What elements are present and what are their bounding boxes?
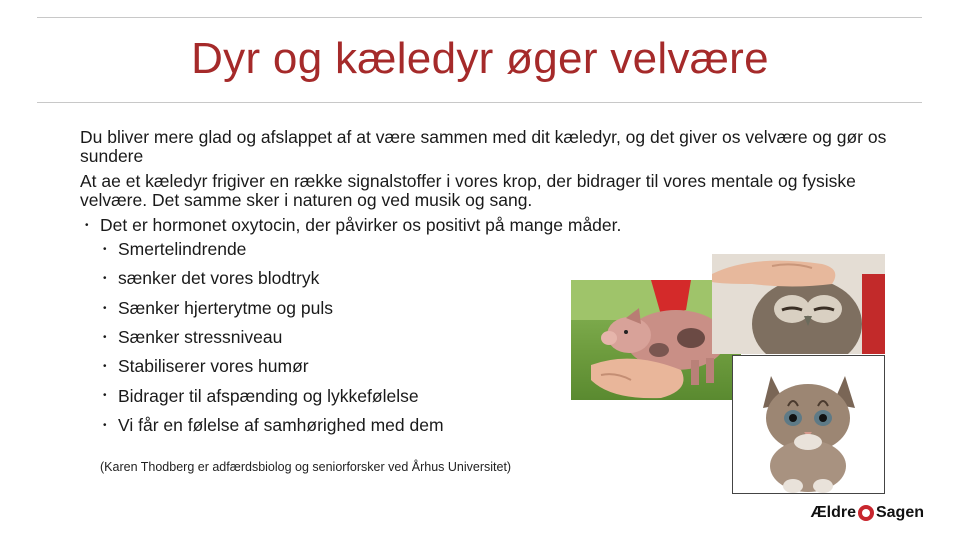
logo-swirl-icon <box>858 505 874 521</box>
source-citation: (Karen Thodberg er adfærdsbiolog og seniorforsker ved Århus Universitet) <box>100 460 512 474</box>
bullet-glyph: • <box>103 331 107 343</box>
kitten-photo <box>732 355 885 494</box>
paragraph-2: At ae et kæledyr frigiver en række signalstoffer i vores krop, der bidrager til vores mentale og fysiske velvære. Det samme sker i naturen og ved musik og sang. <box>80 171 856 210</box>
sub-bullet-text: Sænker stressniveau <box>118 327 283 348</box>
sub-bullet-text: Sænker hjerterytme og puls <box>118 297 333 318</box>
sub-bullet-text: Smertelindrende <box>118 239 247 260</box>
bullet-glyph: • <box>103 273 107 285</box>
aeldre-sagen-logo <box>811 504 924 522</box>
logo-text-part1: Ældre <box>810 504 856 521</box>
owl-photo <box>712 254 885 354</box>
bullet-glyph: • <box>103 302 107 314</box>
paragraph-1: Du bliver mere glad og afslappet af at være sammen med dit kæledyr, og det giver os velvære og gør os sundere <box>80 127 887 166</box>
slide-title: Dyr og kæledyr øger velvære <box>191 34 769 83</box>
bullet-glyph: • <box>103 419 107 431</box>
kitten-illustration <box>733 356 884 493</box>
logo-text-part2: Sagen <box>875 504 924 521</box>
bullet-glyph: • <box>103 361 107 373</box>
sub-bullet-text: Bidrager til afspænding og lykkefølelse <box>118 385 419 406</box>
sub-bullet-text: Stabiliserer vores humør <box>118 356 309 377</box>
owl-illustration <box>712 254 885 354</box>
sub-bullet-text: Vi får en følelse af samhørighed med dem <box>118 414 444 435</box>
sub-bullet-text: sænker det vores blodtryk <box>118 268 320 289</box>
bullet-glyph: • <box>103 244 107 255</box>
main-bullet <box>80 216 920 235</box>
title-underline-rule <box>37 102 922 103</box>
bullet-glyph: • <box>103 390 107 402</box>
main-bullet-text: Det er hormonet oxytocin, der påvirker os positivt på mange måder. <box>100 215 622 235</box>
bullet-glyph: • <box>85 220 89 231</box>
top-rule <box>37 17 922 18</box>
